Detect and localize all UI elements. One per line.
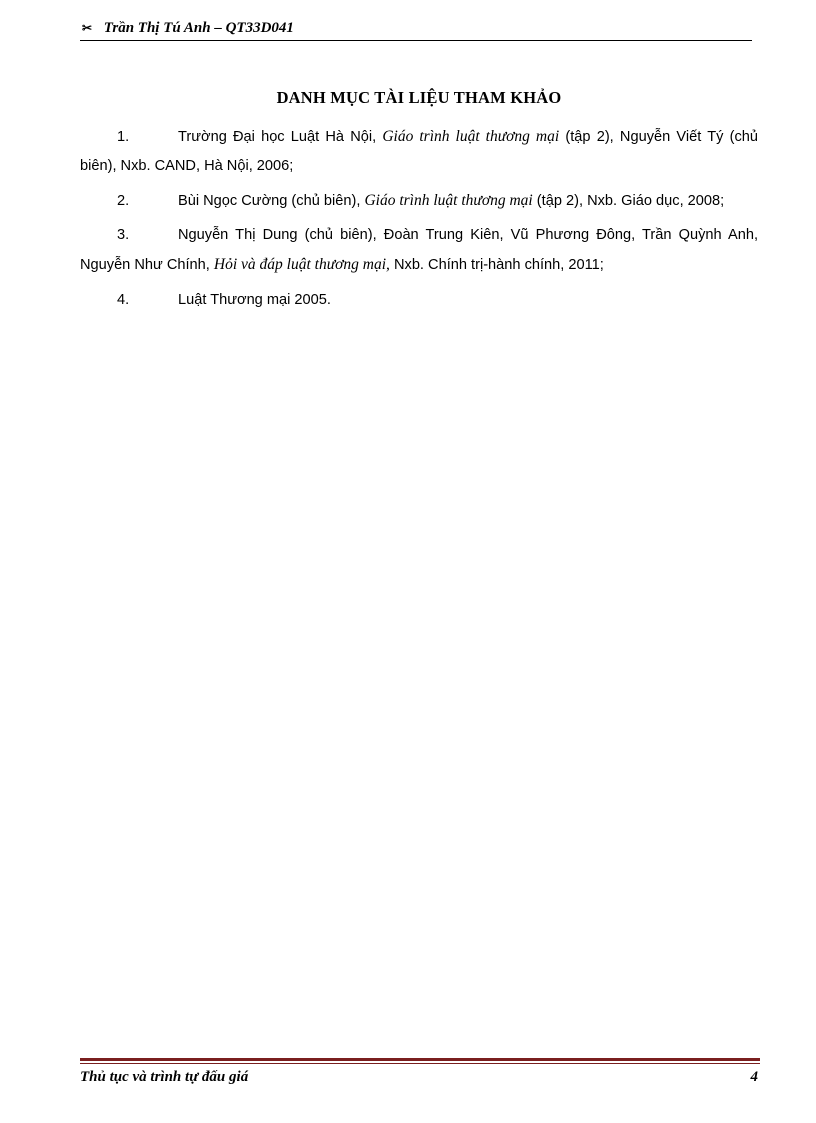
reference-item [80,186,758,216]
reference-number: 3. [117,227,130,243]
reference-text: Trường Đại học Luật Hà Nội, [178,129,383,145]
scissors-icon: ✂ [82,21,93,35]
reference-text: Nguyễn Thị Dung (chủ biên), Đoàn Trung Kiên, Vũ Phương Đông, Trần Quỳnh Anh, Nguyễn Như Chính, [80,227,758,273]
reference-text-tail: Nxb. Chính trị-hành chính, 2011; [389,257,604,273]
footer-divider-thin [80,1063,760,1064]
reference-title: Giáo trình luật thương mại [364,192,533,209]
page-number: 4 [750,1069,758,1085]
header-text: Trần Thị Tú Anh – QT33D041 [103,20,294,36]
footer-title: Thủ tục và trình tự đấu giá [80,1069,249,1085]
reference-number: 4. [117,292,130,308]
reference-number: 1. [117,129,130,145]
reference-list [80,122,758,320]
reference-item [80,122,758,181]
header-divider [80,40,752,41]
reference-title: Giáo trình luật thương mại [382,128,560,145]
reference-text: Luật Thương mại 2005. [178,292,331,308]
reference-text-tail: (tập 2), Nguyễn Viết Tý (chủ biên), Nxb. CAND, Hà Nội, 2006; [80,129,758,174]
reference-number: 2. [117,193,130,209]
reference-text: Bùi Ngọc Cường (chủ biên), [178,193,365,209]
reference-title: Hỏi và đáp luật thương mại, [213,256,390,273]
page-header [80,20,752,42]
page-title: DANH MỤC TÀI LIỆU THAM KHẢO [276,88,562,107]
reference-item [80,285,758,315]
footer-divider-thick [80,1058,760,1061]
reference-text-tail: (tập 2), Nxb. Giáo dục, 2008; [532,193,725,209]
reference-item [80,221,758,280]
